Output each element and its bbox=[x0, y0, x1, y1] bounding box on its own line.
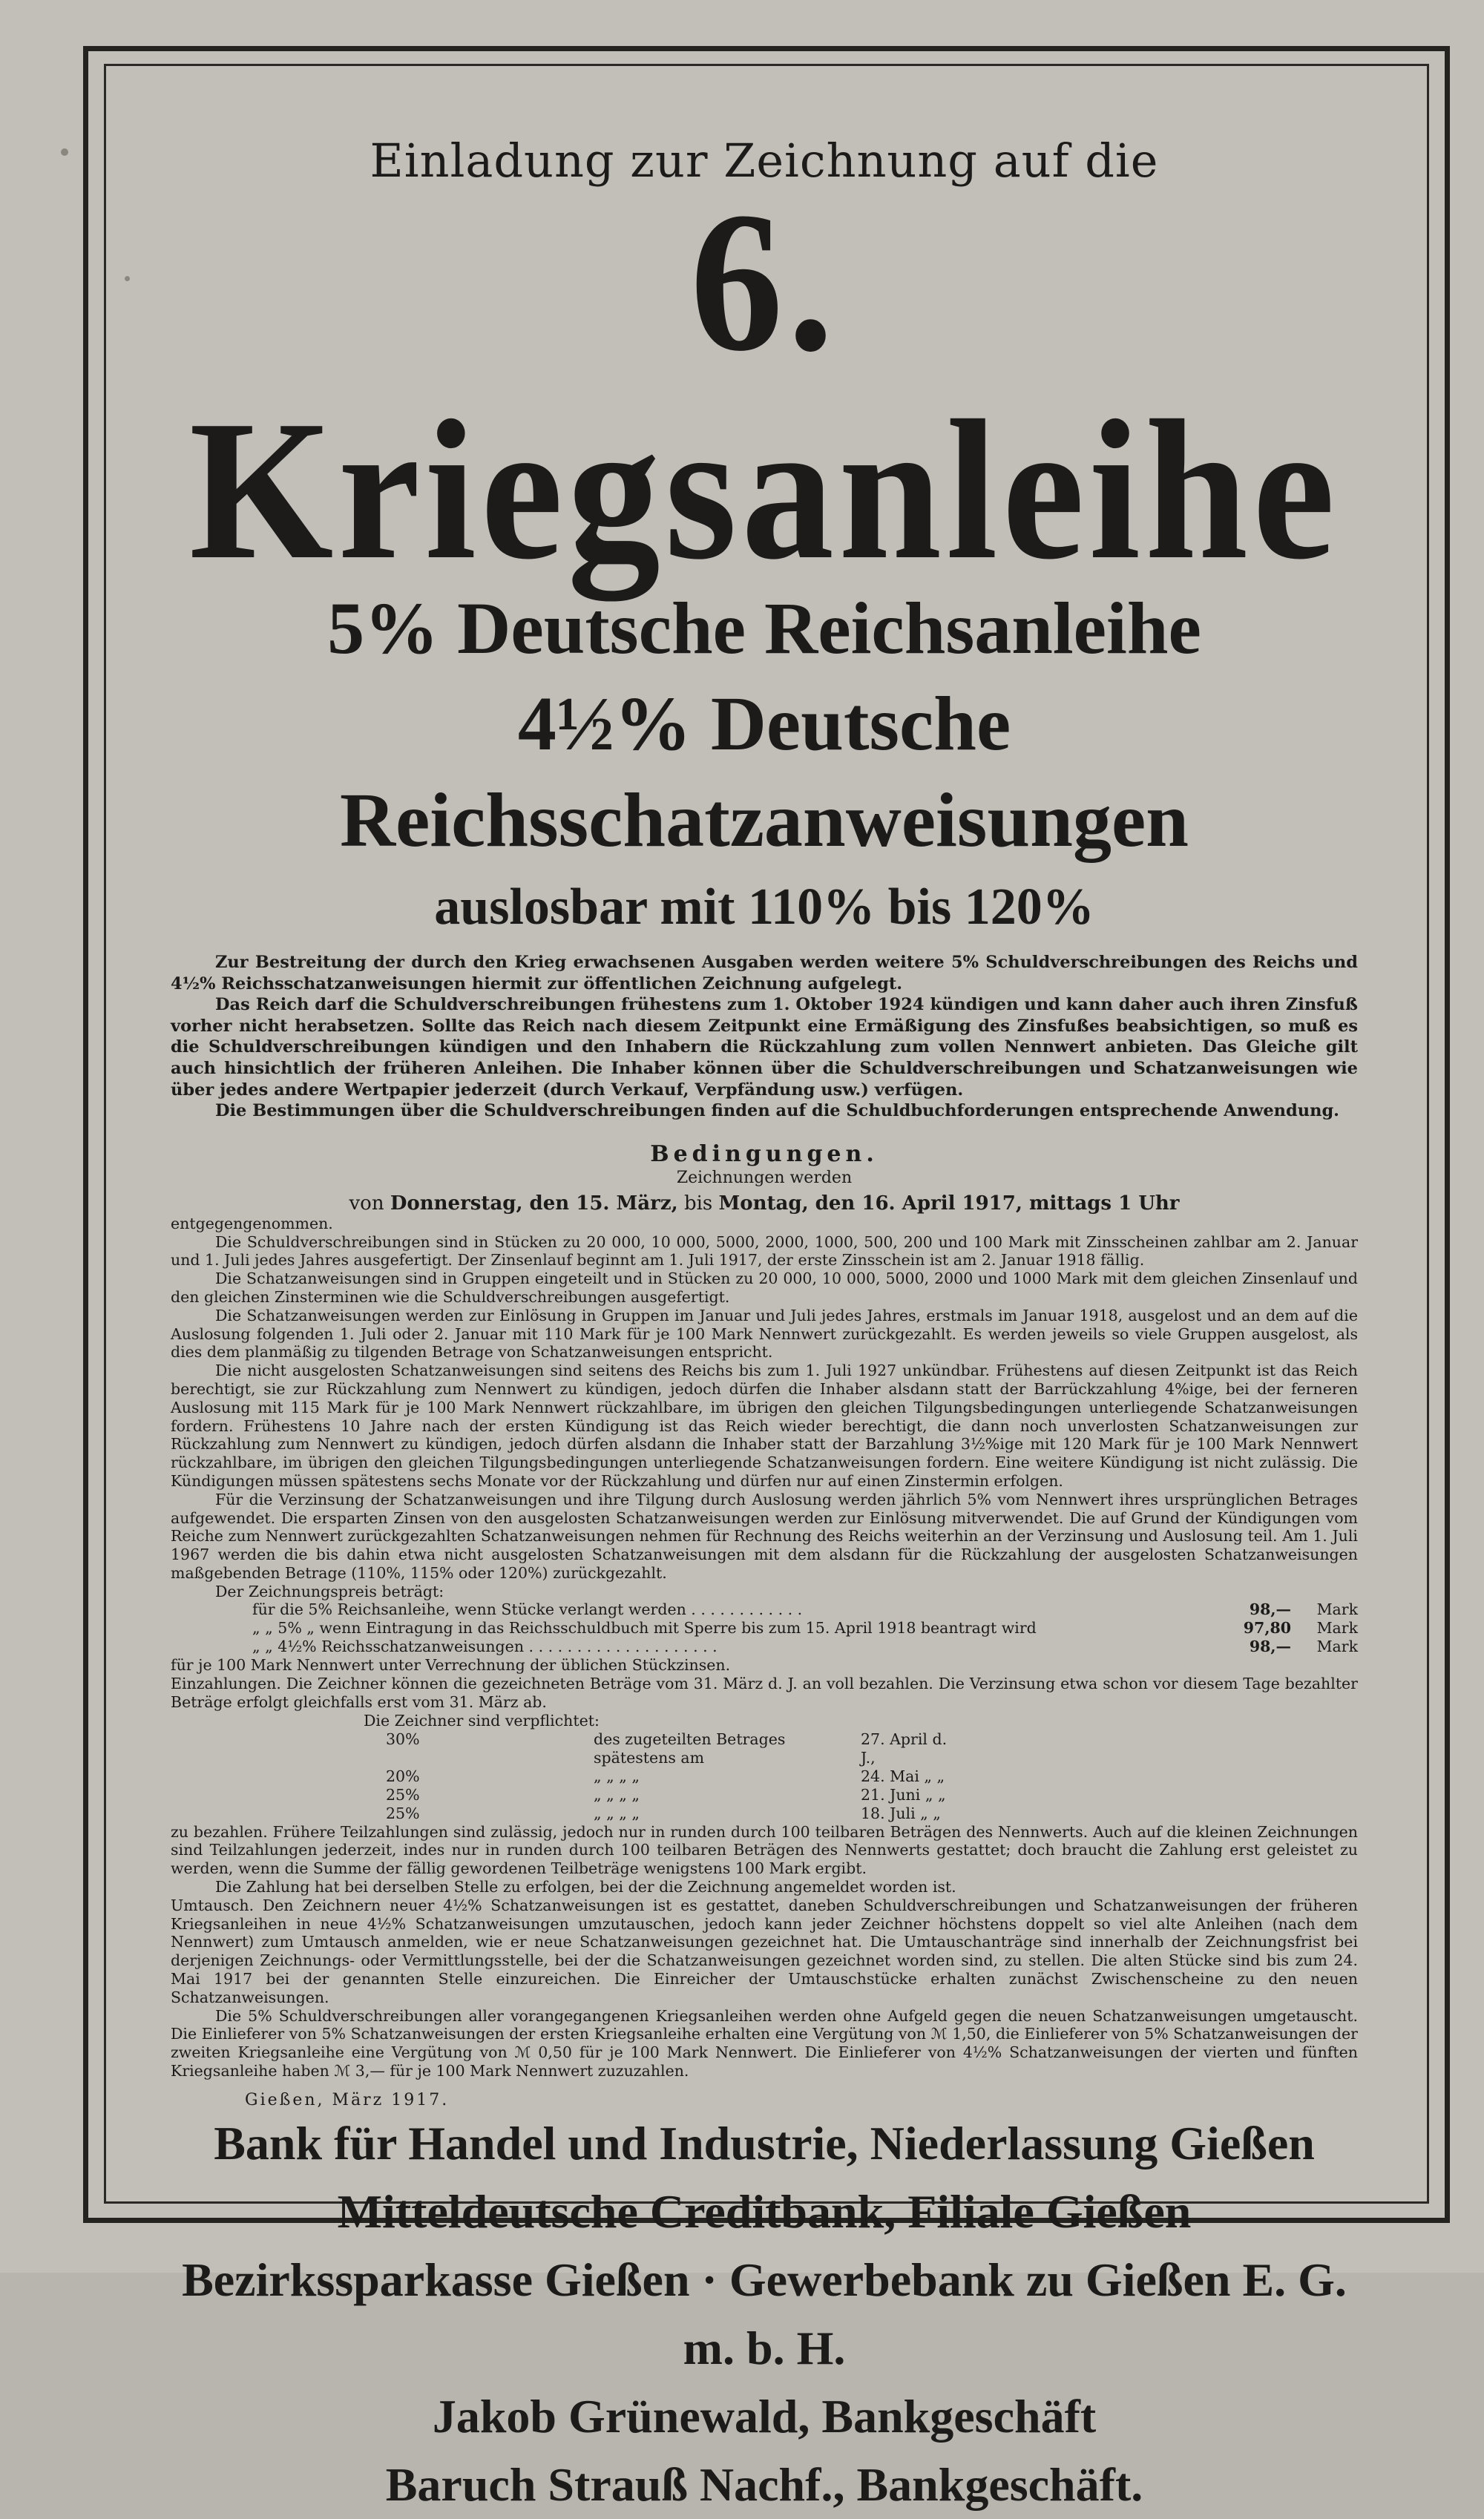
payments-intro: Die Zeichner sind verpflichtet: bbox=[364, 1711, 600, 1730]
price-row bbox=[171, 1600, 1358, 1619]
payment-percent: 25% bbox=[386, 1804, 420, 1822]
period-mid: bis bbox=[683, 1192, 713, 1215]
payment-text: „ „ „ „ bbox=[594, 1767, 640, 1785]
payment-percent: 25% bbox=[386, 1785, 420, 1804]
payment-text: „ „ „ „ bbox=[594, 1785, 640, 1804]
payment-date: 18. Juli „ „ bbox=[861, 1804, 941, 1822]
condition-paragraph: Umtausch. Den Zeichnern neuer 4½% Schatzanweisungen ist es gestattet, daneben Schuldverschreibungen und Schatzanweisungen der früheren Kriegsanleihen in neue 4½% Schatzanweisungen umzutauschen, jedoch kann jeder Zeichner höchstens doppelt so viel alte Anleihen (nach dem Nennwert) zum Umtausch anmelden, wie er neue Schatzanweisungen gezeichnet hat. Die Umtauschanträge sind innerhalb der Zeichnungsfrist bei derjenigen Zeichnungs- oder Vermittlungsstelle, bei der die Schatzanweisungen gezeichnet worden sind, zu stellen. Die alten Stücke sind bis zum 24. Mai 1917 bei der genannten Stelle einzureichen. Die Einreicher der Umtauschstücke erhalten zunächst Zwischenscheine zu den neuen Schatzanweisungen. bbox=[171, 1896, 1358, 2006]
poster-title: 6. Kriegsanleihe bbox=[188, 171, 1340, 602]
price-value: 97,80 bbox=[1243, 1619, 1291, 1638]
payment-percent: 20% bbox=[386, 1767, 420, 1785]
intro-paragraph: Zur Bestreitung der durch den Krieg erwachsenen Ausgaben werden weitere 5% Schuldverschreibungen des Reichs und 4½% Reichsschatzanweisungen hiermit zur öffentlichen Zeichnung aufgelegt. bbox=[171, 953, 1358, 994]
invitation-line: Einladung zur Zeichnung auf die bbox=[370, 134, 1159, 188]
price-outro: für je 100 Mark Nennwert unter Verrechnung der üblichen Stückzinsen. bbox=[171, 1656, 731, 1675]
payments-paragraph: Einzahlungen. Die Zeichner können die gezeichneten Beträge vom 31. März d. J. an voll bezahlen. Die Verzinsung etwa schon vor diesem Tage bezahlter Beträge erfolgt gleichfalls erst vom 31. März ab. bbox=[171, 1675, 1358, 1712]
bank-name: Baruch Strauß Nachf., Bankgeschäft. bbox=[385, 2457, 1143, 2511]
paper-speck bbox=[61, 148, 68, 156]
price-intro: Der Zeichnungspreis beträgt: bbox=[215, 1582, 444, 1600]
payment-percent: 30% bbox=[386, 1730, 420, 1748]
accepted-outro: entgegengenommen. bbox=[171, 1214, 333, 1232]
condition-paragraph: Die Schuldverschreibungen sind in Stücken zu 20 000, 10 000, 5000, 2000, 1000, 500, 200 und 100 Mark mit Zinsscheinen zahlbar am 2. Januar und 1. Juli jedes Jahres ausgefertigt. Der Zinsenlauf beginnt am 1. Juli 1917, der erste Zinsschein ist am 2. Januar 1918 fällig. bbox=[171, 1232, 1358, 1270]
loan-title-2: 4½% Deutsche Reichsschatzanweisungen bbox=[339, 681, 1189, 863]
poster-content bbox=[171, 111, 1358, 2519]
payment-row bbox=[171, 1730, 1358, 1767]
intro-paragraph: Die Bestimmungen über die Schuldverschreibungen finden auf die Schuldbuchforderungen entsprechende Anwendung. bbox=[215, 1101, 1340, 1121]
payment-text: „ „ „ „ bbox=[594, 1804, 640, 1822]
price-row bbox=[171, 1638, 1358, 1656]
condition-paragraph: Die nicht ausgelosten Schatzanweisungen sind seitens des Reichs bis zum 1. Juli 1927 unkündbar. Frühestens auf diesen Zeitpunkt ist das Reich berechtigt, sie zur Rückzahlung zum Nennwert zu kündigen, jedoch dürfen die Inhaber alsdann statt der Barrückzahlung 4%ige, bei der ferneren Auslosung mit 115 Mark für je 100 Mark Nennwert rückzahlbare, im übrigen den gleichen Tilgungsbedingungen unterliegende Schatzanweisungen fordern. Frühestens 10 Jahre nach der ersten Kündigung ist das Reich wieder berechtigt, die dann noch unverlosten Schatzanweisungen zur Rückzahlung zum Nennwert zu kündigen, jedoch dürfen alsdann die Inhaber statt der Barzahlung 3½%ige mit 120 Mark für je 100 Mark Nennwert rückzahlbare, im übrigen den gleichen Tilgungsbedingungen unterliegende Schatzanweisungen fordern. Eine weitere Kündigung ist nicht zulässig. Die Kündigungen müssen spätestens sechs Monate vor der Rückzahlung und dürfen nur auf einen Zinstermin erfolgen. bbox=[171, 1362, 1358, 1490]
condition-paragraph: Die Schatzanweisungen werden zur Einlösung in Gruppen im Januar und Juli jedes Jahres, erstmals im Januar 1918, ausgelost und an dem auf die Auslosung folgenden 1. Juli oder 2. Januar mit 110 Mark für je 100 Mark Nennwert zurückgezahlt. Es werden jeweils so viele Gruppen ausgelost, als dies dem planmäßig zu tilgenden Betrage von Schatzanweisungen entspricht. bbox=[171, 1306, 1358, 1362]
place-date: Gießen, März 1917. bbox=[245, 2090, 450, 2109]
period-prefix: von bbox=[349, 1192, 384, 1215]
payment-date: 21. Juni „ „ bbox=[861, 1785, 946, 1804]
intro-text bbox=[171, 952, 1358, 1122]
price-label: für die 5% Reichsanleihe, wenn Stücke verlangt werden . . . . . . . . . . . . bbox=[252, 1600, 803, 1619]
payment-row bbox=[171, 1804, 1358, 1823]
bank-name: Mitteldeutsche Creditbank, Filiale Gießen bbox=[337, 2184, 1192, 2238]
bank-name: Bezirkssparkasse Gießen · Gewerbebank zu Gießen E. G. m. b. H. bbox=[182, 2253, 1347, 2374]
subscription-period bbox=[171, 1192, 1358, 1215]
bank-name: Bank für Handel und Industrie, Niederlassung Gießen bbox=[214, 2116, 1315, 2170]
condition-paragraph: Die 5% Schuldverschreibungen aller vorangegangenen Kriegsanleihen werden ohne Aufgeld gegen die neuen Schatzanweisungen umgetauscht. Die Einlieferer von 5% Schatzanweisungen der ersten Kriegsanleihe erhalten eine Vergütung von ℳ 1,50, die Einlieferer von 5% Schatzanweisungen der zweiten Kriegsanleihe eine Vergütung von ℳ 0,50 für je 100 Mark Nennwert. Die Einlieferer von 4½% Schatzanweisungen der vierten und fünften Kriegsanleihe haben ℳ 3,— für je 100 Mark Nennwert zuzuzahlen. bbox=[171, 2006, 1358, 2080]
price-row bbox=[171, 1619, 1358, 1638]
condition-paragraph: zu bezahlen. Frühere Teilzahlungen sind zulässig, jedoch nur in runden durch 100 teilbaren Beträgen des Nennwerts. Auch auf die kleinen Zeichnungen sind Teilzahlungen jederzeit, indes nur in runden durch 100 teilbaren Beträgen des Nennwerts gestattet; doch braucht die Zahlung erst geleistet zu werden, wenn die Summe der fällig gewordenen Teilbeträge wenigstens 100 Mark ergibt. bbox=[171, 1822, 1358, 1878]
price-label: „ „ 4½% Reichsschatzanweisungen . . . . . . . . . . . . . . . . . . . . bbox=[252, 1638, 718, 1656]
payments-text bbox=[171, 1656, 1358, 1730]
loan-title-1: 5% Deutsche Reichsanleihe bbox=[327, 587, 1201, 669]
price-unit: Mark bbox=[1316, 1600, 1358, 1619]
period-end: Montag, den 16. April 1917, mittags 1 Uhr bbox=[718, 1192, 1180, 1215]
conditions-text bbox=[171, 1233, 1358, 1601]
price-value: 98,— bbox=[1249, 1638, 1291, 1656]
price-list bbox=[171, 1600, 1358, 1656]
payment-date: 27. April d. J., bbox=[861, 1730, 948, 1767]
payment-date: 24. Mai „ „ bbox=[861, 1767, 945, 1785]
price-unit: Mark bbox=[1316, 1619, 1358, 1638]
conditions-heading: Bedingungen. bbox=[650, 1140, 879, 1167]
price-value: 98,— bbox=[1249, 1600, 1291, 1619]
condition-paragraph: Die Schatzanweisungen sind in Gruppen eingeteilt und in Stücken zu 20 000, 10 000, 5000, 2000 und 1000 Mark mit dem gleichen Zinsenlauf und den gleichen Zinsterminen wie die Schuldverschreibungen ausgefertigt. bbox=[171, 1270, 1358, 1306]
condition-paragraph: Die Zahlung hat bei derselben Stelle zu erfolgen, bei der die Zeichnung angemeldet worden ist. bbox=[215, 1878, 956, 1896]
accepted-intro: Zeichnungen werden bbox=[676, 1168, 853, 1187]
bank-list bbox=[171, 2109, 1358, 2519]
price-label: „ „ 5% „ wenn Eintragung in das Reichsschuldbuch mit Sperre bis zum 15. April 1918 beantragt wird bbox=[252, 1619, 1037, 1638]
payment-row bbox=[171, 1786, 1358, 1804]
price-unit: Mark bbox=[1316, 1638, 1358, 1656]
payment-row bbox=[171, 1767, 1358, 1786]
payment-schedule bbox=[171, 1730, 1358, 1823]
bank-name: Jakob Grünewald, Bankgeschäft bbox=[432, 2389, 1097, 2443]
period-start: Donnerstag, den 15. März, bbox=[390, 1192, 678, 1215]
conditions-text-2 bbox=[171, 1823, 1358, 2080]
redeemable-line: auslosbar mit 110% bis 120% bbox=[434, 878, 1094, 936]
paper-speck bbox=[125, 276, 130, 281]
payment-text: des zugeteilten Betrages spätestens am bbox=[594, 1730, 786, 1767]
intro-paragraph: Das Reich darf die Schuldverschreibungen frühestens zum 1. Oktober 1924 kündigen und kann daher auch ihren Zinsfuß vorher nicht herabsetzen. Sollte das Reich nach diesem Zeitpunkt eine Ermäßigung des Zinsfußes beabsichtigen, so muß es die Schuldverschreibungen kündigen und den Inhabern die Rückzahlung zum vollen Nennwert anbieten. Das Gleiche gilt auch hinsichtlich der früheren Anleihen. Die Inhaber können über die Schuldverschreibungen und Schatzanweisungen wie über jedes andere Wertpapier jederzeit (durch Verkauf, Verpfändung usw.) verfügen. bbox=[171, 995, 1358, 1100]
condition-paragraph: Für die Verzinsung der Schatzanweisungen und ihre Tilgung durch Auslosung werden jährlich 5% vom Nennwert ihres ursprünglichen Betrages aufgewendet. Die ersparten Zinsen von den ausgelosten Schatzanweisungen werden zur Einlösung mitverwendet. Die auf Grund der Kündigungen vom Reiche zum Nennwert zurückgezahlten Schatzanweisungen nehmen für Rechnung des Reichs weiterhin an der Verzinsung und Auslosung teil. Am 1. Juli 1967 werden die bis dahin etwa nicht ausgelosten Schatzanweisungen mit dem alsdann für die Rückzahlung der ausgelosten Schatzanweisungen maßgebenden Betrage (110%, 115% oder 120%) zurückgezahlt. bbox=[171, 1490, 1358, 1582]
